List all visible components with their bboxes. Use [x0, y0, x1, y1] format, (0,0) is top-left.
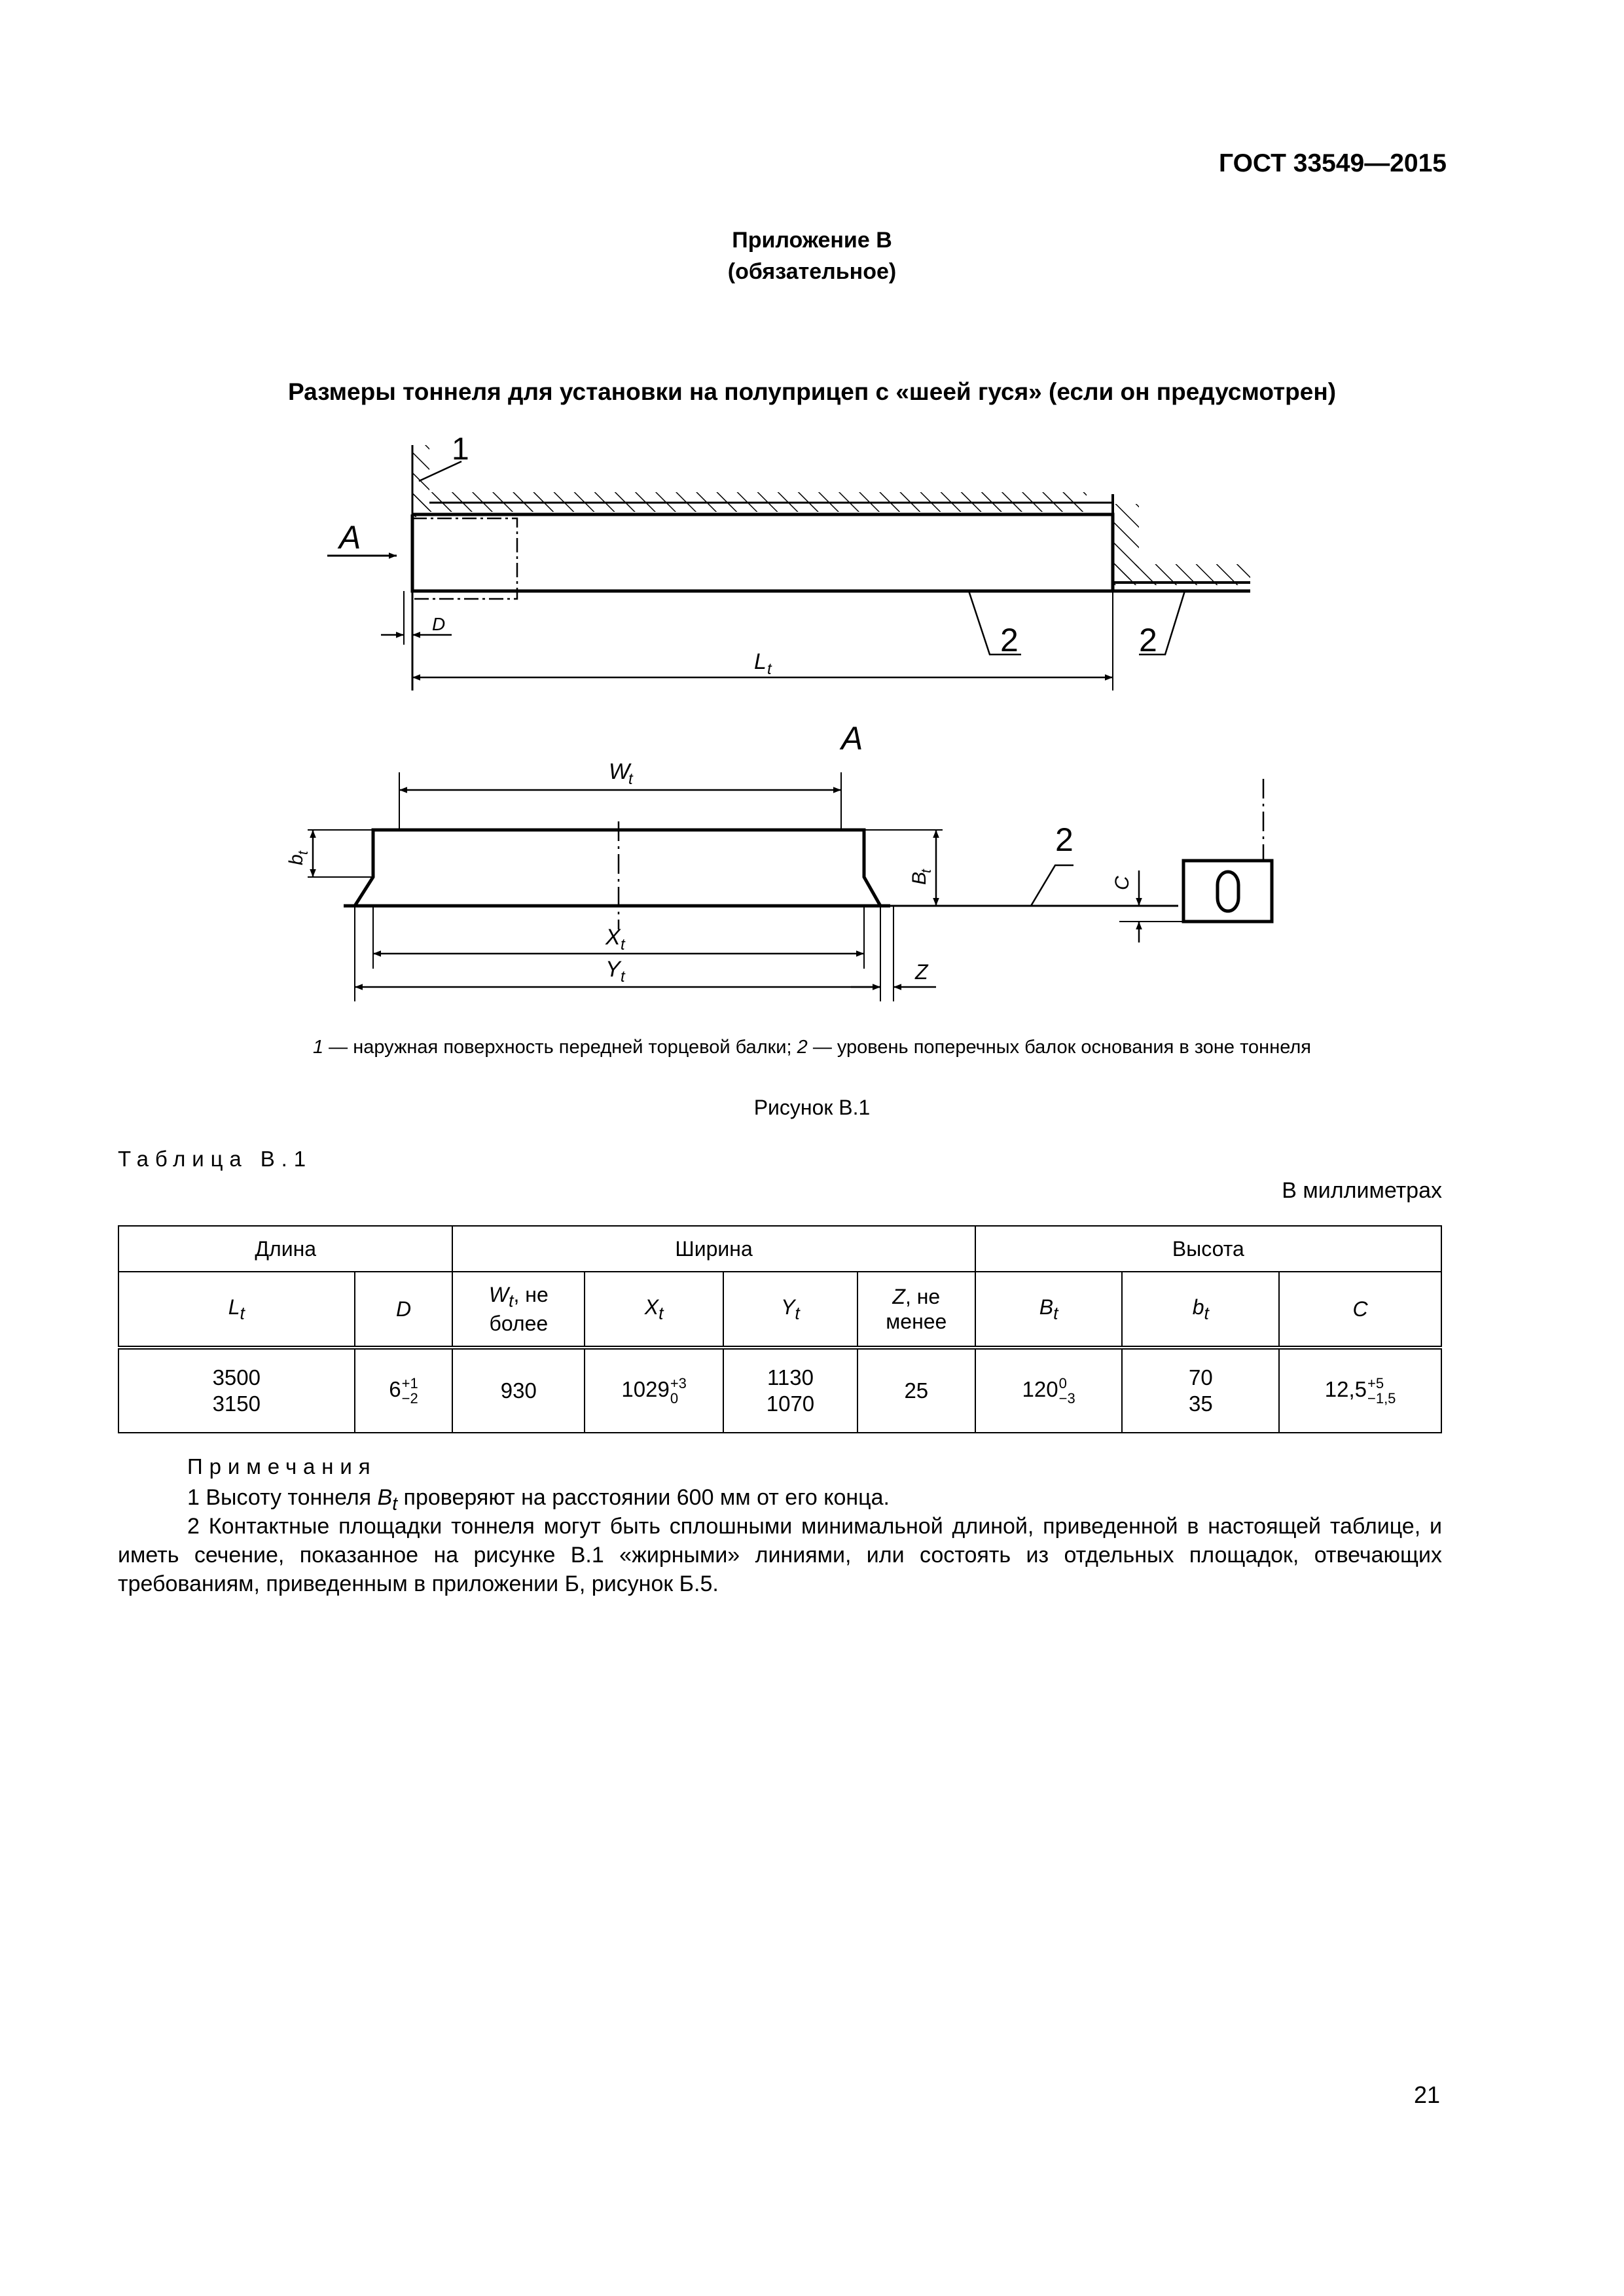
- legend-1-num: 1: [312, 1037, 324, 1058]
- cell-d: 6+1 −2: [355, 1348, 453, 1433]
- cell-bt-big: 1200 −3: [975, 1348, 1123, 1433]
- dimensions-table: [118, 1225, 1442, 1433]
- dim-c: C: [1111, 876, 1133, 890]
- col-d: D: [355, 1272, 453, 1348]
- page-number: 21: [1413, 2081, 1440, 2108]
- section-heading: Размеры тоннеля для установки на полуприцеп с «шеей гуся» (если он предусмотрен): [287, 378, 1337, 405]
- dim-yt-sub: t: [621, 968, 625, 986]
- cell-bt-small: 70 35: [1122, 1348, 1279, 1433]
- dim-lt: L: [754, 649, 767, 674]
- cell-wt: 930: [452, 1348, 585, 1433]
- section-a-box: [412, 518, 517, 599]
- callout-2-second: 2: [1139, 622, 1157, 658]
- note-1: 1 Высоту тоннеля $B_t$ проверяют на расстоянии 600 мм от его конца.: [187, 1485, 890, 1515]
- view-label-a-side: А: [339, 519, 361, 556]
- legend-2-text: — уровень поперечных балок основания в зоне тоннеля: [807, 1037, 1312, 1058]
- col-wt: $W_t$, не более: [452, 1272, 585, 1348]
- dim-xt: X: [605, 925, 621, 950]
- view-a: [285, 720, 1272, 1001]
- side-view: [327, 432, 1250, 691]
- appendix-status: (обязательное): [727, 259, 897, 284]
- front-wall-hatch: [412, 445, 429, 517]
- dim-xt-sub: t: [621, 936, 625, 954]
- notes-title: Примечания: [187, 1454, 377, 1479]
- cell-lt: 3500 3150: [118, 1348, 355, 1433]
- table-units: В миллиметрах: [1282, 1178, 1442, 1203]
- legend-1-text: — наружная поверхность передней торцевой балки;: [323, 1037, 797, 1058]
- col-bt-big: $B_t$: [975, 1272, 1123, 1348]
- col-bt-small: $b_t$: [1122, 1272, 1279, 1348]
- note-2: 2 Контактные площадки тоннеля могут быть сплошными минимальной длиной, приведенной в настоящей таблице, и иметь сечение, показанное на рисунке В.1 «жирными» линиями, или состоять из отдельных площадок, отвечающих требованиям, приведенным в приложении Б, рисунок Б.5.: [118, 1514, 1442, 1596]
- legend-2-num: 2: [797, 1037, 808, 1058]
- tunnel-figure: [0, 419, 1624, 1008]
- dim-yt: Y: [605, 957, 621, 982]
- col-c: C: [1279, 1272, 1441, 1348]
- dim-bt-big: B: [909, 871, 930, 885]
- cell-xt: 1029+3 0: [585, 1348, 723, 1433]
- col-lt: $L_t$: [118, 1272, 355, 1348]
- callout-2-view: 2: [1055, 821, 1074, 858]
- col-z: Z, не менее: [857, 1272, 975, 1348]
- cell-c: 12,5+5 −1,5: [1279, 1348, 1441, 1433]
- dim-bt-sub: t: [296, 851, 311, 855]
- callout-1: 1: [452, 432, 469, 467]
- group-width: Ширина: [452, 1226, 975, 1272]
- dim-wt-sub: t: [628, 770, 633, 788]
- dim-d: D: [432, 614, 446, 634]
- appendix-title: Приложение В: [732, 228, 892, 253]
- standard-number: ГОСТ 33549—2015: [1219, 149, 1447, 177]
- col-yt: $Y_t$: [723, 1272, 857, 1348]
- col-xt: $X_t$: [585, 1272, 723, 1348]
- view-label-a: А: [841, 720, 863, 757]
- dim-bt-big-sub: t: [919, 869, 934, 873]
- figure-legend: [0, 1037, 1624, 1058]
- figure-caption: Рисунок В.1: [753, 1096, 871, 1119]
- dim-z: Z: [915, 960, 928, 984]
- group-length: Длина: [118, 1226, 452, 1272]
- table-title: Таблица В.1: [118, 1147, 312, 1171]
- cell-yt: 1130 1070: [723, 1348, 857, 1433]
- dim-bt: b: [285, 854, 307, 865]
- dim-wt: W: [609, 759, 630, 784]
- callout-2-first: 2: [1000, 622, 1019, 658]
- group-height: Высота: [975, 1226, 1441, 1272]
- cell-z: 25: [857, 1348, 975, 1433]
- dim-lt-sub: t: [767, 660, 772, 678]
